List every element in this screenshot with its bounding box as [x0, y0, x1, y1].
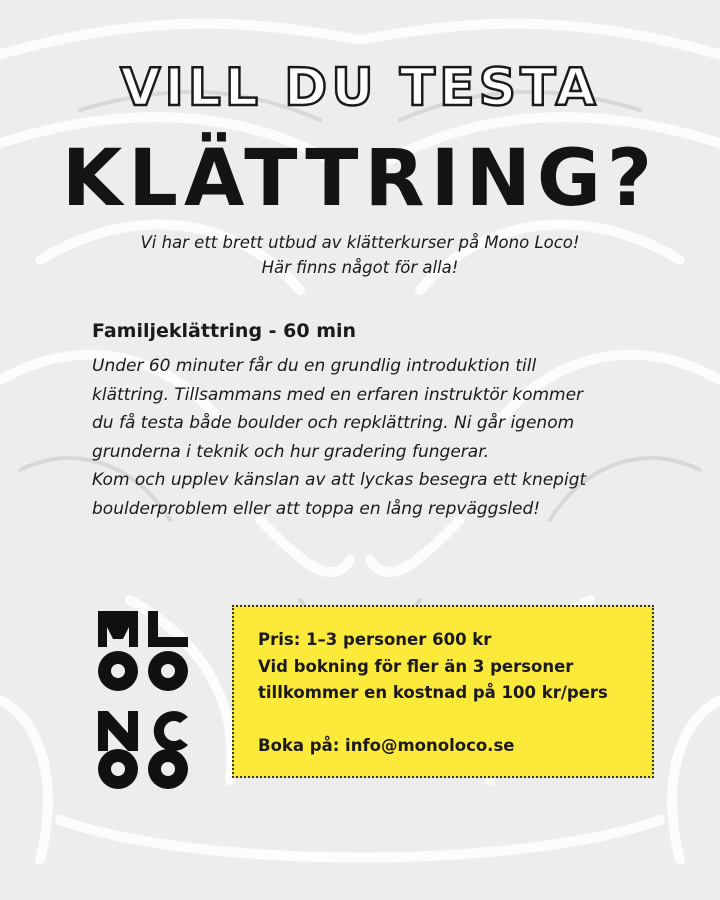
intro-text [60, 230, 660, 280]
intro-line-2: Här finns något för alla! [261, 258, 459, 277]
intro-line-1: Vi har ett brett utbud av klätterkurser på Mono Loco! [140, 233, 580, 252]
course-line: Under 60 minuter får du en grundlig introduktion till [92, 356, 537, 376]
booking-email[interactable]: Boka på: info@monoloco.se [258, 735, 515, 755]
headline-line-1: VILL DU TESTA [120, 58, 600, 118]
course-line: du få testa både boulder och repklättring. Ni går igenom [92, 413, 575, 434]
spacer [258, 707, 652, 733]
group-price-line-2: tillkommer en kostnad på 100 kr/pers [258, 683, 608, 702]
monoloco-logo-icon [96, 605, 192, 790]
course-line: klättring. Tillsammans med en erfaren instruktör kommer [92, 384, 584, 405]
headline-line-2: KLÄTTRING? [61, 134, 659, 224]
group-price-line-1: Vid bokning för fler än 3 personer [258, 656, 574, 676]
course-line: boulderproblem eller att toppa en lång repväggsled! [92, 498, 541, 519]
course-line: grunderna i teknik och hur gradering fungerar. [92, 441, 490, 462]
course-description [92, 352, 652, 524]
course-line: Kom och upplev känslan av att lyckas besegra ett knepigt [92, 470, 587, 491]
course-title: Familjeklättring - 60 min [92, 320, 357, 342]
pricing-box [232, 605, 654, 778]
price-line: Pris: 1–3 personer 600 kr [258, 630, 492, 649]
